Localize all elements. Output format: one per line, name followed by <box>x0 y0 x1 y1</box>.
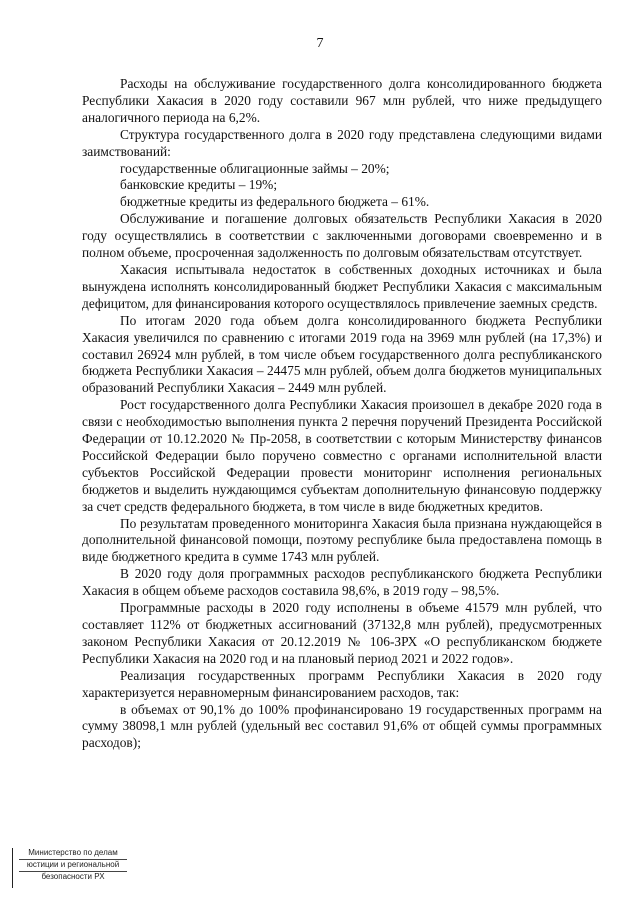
paragraph: в объемах от 90,1% до 100% профинансировано 19 государственных программ на сумму 38098,1 млн рублей (удельный вес составил 91,6% от общей суммы программных расходов); <box>82 701 602 751</box>
paragraph: Программные расходы в 2020 году исполнены в объеме 41579 млн рублей, что составляет 112% от бюджетных ассигнований (37132,8 млн рублей), предусмотренных законом Республики Хакасия от 20.12.2019 № 106-ЗРХ «О республиканском бюджете Республики Хакасия на 2020 год и на плановый период 2021 и 2022 годов». <box>82 600 602 666</box>
paragraph: Рост государственного долга Республики Хакасия произошел в декабре 2020 года в связи с необходимостью выполнения пункта 2 перечня поручений Президента Российской Федерации от 10.12.2020 № Пр-2058, в соответствии с которым Министерству финансов Российской Федерации было поручено совместно с органами исполнительной власти субъектов Российской Федерации провести мониторинг исполнения региональных бюджетов и выделить нуждающимся субъектам дополнительную финансовую поддержку за счет средств федерального бюджета, в том числе в виде бюджетных кредитов. <box>82 397 602 514</box>
list-item: государственные облигационные займы – 20%; <box>120 160 390 176</box>
document-body <box>82 76 602 752</box>
stamp-line: Министерство по делам <box>28 848 118 857</box>
paragraph: Обслуживание и погашение долговых обязательств Республики Хакасия в 2020 году осуществлялись в соответствии с заключенными договорами своевременно и в полном объеме, просроченная задолженность по долговым обязательствам отсутствует. <box>82 211 602 261</box>
list-item: бюджетные кредиты из федерального бюджета – 61%. <box>120 194 430 210</box>
list-item: банковские кредиты – 19%; <box>120 177 278 193</box>
paragraph: По результатам проведенного мониторинга Хакасия была признана нуждающейся в дополнительной финансовой помощи, поэтому республике была предоставлена помощь в виде бюджетного кредита в сумме 1743 млн рублей. <box>82 515 602 565</box>
paragraph: Расходы на обслуживание государственного долга консолидированного бюджета Республики Хакасия в 2020 году составили 967 млн рублей, что ниже предыдущего аналогичного периода на 6,2%. <box>82 76 602 125</box>
ministry-stamp <box>12 848 133 888</box>
paragraph: Реализация государственных программ Республики Хакасия в 2020 году характеризуется неравномерным финансированием расходов, так: <box>82 667 602 700</box>
stamp-line: безопасности РХ <box>41 872 105 881</box>
stamp-line: юстиции и региональной <box>26 860 120 869</box>
paragraph: Хакасия испытывала недостаток в собственных доходных источниках и была вынуждена исполнять консолидированный бюджет Республики Хакасия с максимальным дефицитом, для финансирования которого осуществлялось привлечение заемных средств. <box>82 261 602 311</box>
paragraph: В 2020 году доля программных расходов республиканского бюджета Республики Хакасия в общем объеме расходов составила 98,6%, в 2019 году – 98,5%. <box>82 566 602 599</box>
paragraph: По итогам 2020 года объем долга консолидированного бюджета Республики Хакасия увеличился по сравнению с итогами 2019 года на 3969 млн рублей (на 17,3%) и составил 26924 млн рублей, в том числе объем государственного долга республиканского бюджета Республики Хакасия – 24475 млн рублей, объем долга бюджетов муниципальных образований Республики Хакасия – 2449 млн рублей. <box>82 312 602 396</box>
page-number: 7 <box>316 36 324 51</box>
paragraph: Структура государственного долга в 2020 году представлена следующими видами заимствований: <box>82 126 602 159</box>
